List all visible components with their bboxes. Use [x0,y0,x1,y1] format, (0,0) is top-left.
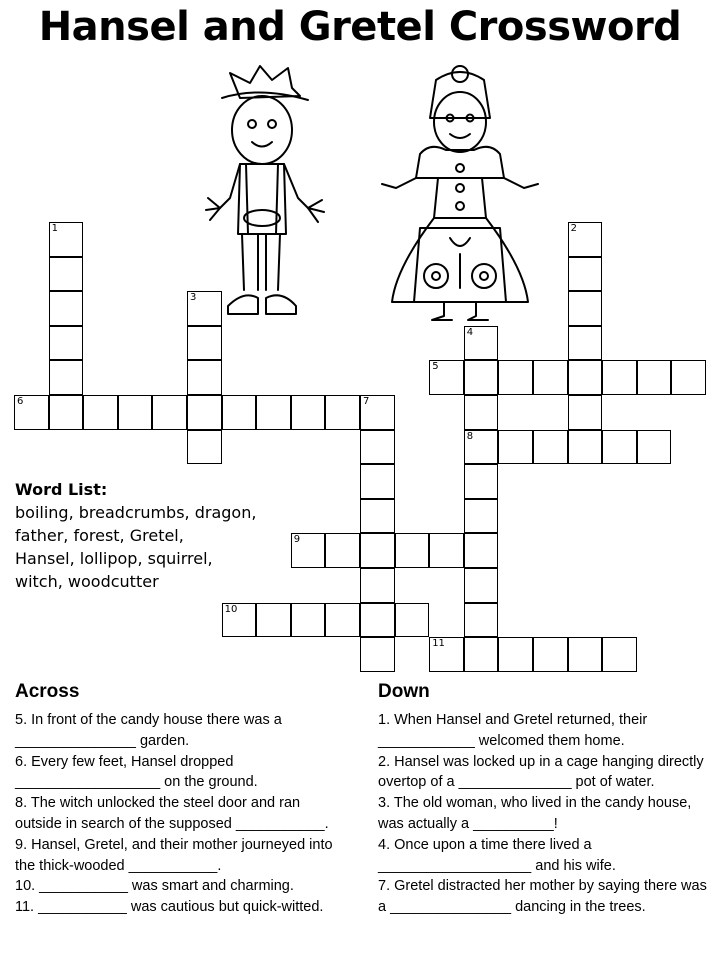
crossword-cell[interactable] [187,360,222,395]
crossword-cell[interactable] [49,360,84,395]
crossword-cell[interactable] [49,257,84,292]
hansel-figure [206,66,324,314]
crossword-cell[interactable] [291,603,326,638]
down-clue: 4. Once upon a time there lived a ___________________ and his wife. [378,836,616,874]
crossword-cell[interactable] [395,603,430,638]
word-list-label: Word List: [15,480,108,499]
clue-number: 8 [466,430,474,442]
across-clue: 5. In front of the candy house there was a _______________ garden. [15,712,282,749]
word-list-line: witch, woodcutter [15,572,159,591]
crossword-cell[interactable] [187,430,222,465]
crossword-cell[interactable] [291,395,326,430]
crossword-cell[interactable] [49,395,84,430]
down-clue: 1. When Hansel and Gretel returned, their ____________ welcomed them home. [378,712,648,749]
word-list-line: Hansel, lollipop, squirrel, [15,549,213,568]
crossword-cell[interactable] [118,395,153,430]
crossword-cell[interactable] [464,637,499,672]
crossword-cell[interactable] [533,430,568,465]
crossword-cell[interactable] [325,533,360,568]
crossword-cell[interactable] [360,464,395,499]
across-clues [15,680,350,918]
crossword-cell[interactable] [360,637,395,672]
crossword-cell[interactable] [498,360,533,395]
crossword-cell[interactable] [256,603,291,638]
page-title: Hansel and Gretel Crossword [38,4,682,50]
clue-number: 1 [51,223,58,234]
clue-number: 5 [432,361,439,373]
crossword-cell[interactable] [498,637,533,672]
crossword-cell[interactable] [602,430,637,465]
clue-number: 9 [293,534,301,546]
crossword-cell[interactable] [395,533,430,568]
crossword-cell[interactable] [49,291,84,326]
crossword-cell[interactable] [464,568,499,603]
crossword-cell[interactable] [256,395,291,430]
across-clue: 6. Every few feet, Hansel dropped __________________ on the ground. [15,753,258,791]
crossword-cell[interactable] [49,326,84,361]
down-clue: 3. The old woman, who lived in the candy house, was actually a __________! [378,795,692,832]
crossword-cell[interactable] [222,395,257,430]
crossword-cell[interactable] [360,568,395,603]
crossword-cell[interactable] [568,395,603,430]
crossword-cell[interactable] [325,395,360,430]
word-list [15,478,285,593]
crossword-cell[interactable] [49,222,84,257]
down-clue: 2. Hansel was locked up in a cage hanging directly overtop of a ______________ pot of water. [378,753,704,791]
crossword-cell[interactable] [360,533,395,568]
crossword-cell[interactable] [325,603,360,638]
crossword-cell[interactable] [429,360,464,395]
across-clue: 8. The witch unlocked the steel door and ran outside in search of the supposed ___________. [15,795,329,832]
crossword-cell[interactable] [464,430,499,465]
across-heading: Across [15,681,80,702]
crossword-cell[interactable] [568,326,603,361]
crossword-cell[interactable] [464,603,499,638]
crossword-cell[interactable] [464,326,499,361]
crossword-cell[interactable] [429,637,464,672]
clue-number: 6 [17,396,24,407]
crossword-cell[interactable] [360,603,395,638]
word-list-line: boiling, breadcrumbs, dragon, [15,503,257,522]
crossword-cell[interactable] [222,603,257,638]
clue-number: 4 [466,326,474,338]
crossword-cell[interactable] [291,533,326,568]
crossword-cell[interactable] [568,360,603,395]
crossword-cell[interactable] [429,533,464,568]
clue-number: 10 [224,603,238,615]
crossword-cell[interactable] [360,395,395,430]
crossword-cell[interactable] [360,430,395,465]
crossword-cell[interactable] [602,637,637,672]
crossword-cell[interactable] [568,637,603,672]
crossword-cell[interactable] [568,430,603,465]
crossword-cell[interactable] [464,360,499,395]
down-heading: Down [378,681,430,702]
down-clue: 7. Gretel distracted her mother by saying there was a _______________ dancing in the trees. [378,878,707,916]
across-clue: 10. ___________ was smart and charming. [15,878,294,895]
crossword-cell[interactable] [187,395,222,430]
crossword-cell[interactable] [533,637,568,672]
crossword-cell[interactable] [14,395,49,430]
crossword-cell[interactable] [533,360,568,395]
crossword-cell[interactable] [464,499,499,534]
crossword-cell[interactable] [568,222,603,257]
word-list-line: father, forest, Gretel, [15,526,184,545]
crossword-cell[interactable] [568,257,603,292]
crossword-cell[interactable] [464,464,499,499]
crossword-cell[interactable] [568,291,603,326]
down-clues [378,680,713,918]
clue-number: 11 [432,638,445,650]
crossword-cell[interactable] [152,395,187,430]
clue-number: 2 [570,223,577,234]
crossword-cell[interactable] [464,395,499,430]
crossword-cell[interactable] [464,533,499,568]
crossword-cell[interactable] [602,360,637,395]
crossword-cell[interactable] [187,326,222,361]
hansel-gretel-illustration [200,58,550,328]
gretel-figure [382,66,538,320]
crossword-cell[interactable] [671,360,706,395]
clue-number: 3 [190,292,197,304]
crossword-cell[interactable] [637,430,672,465]
across-clue: 9. Hansel, Gretel, and their mother journeyed into the thick-wooded ___________. [15,836,333,874]
clue-number: 7 [363,396,370,407]
crossword-cell[interactable] [637,360,672,395]
crossword-cell[interactable] [360,499,395,534]
across-clue: 11. ___________ was cautious but quick-witted. [15,899,324,916]
crossword-cell[interactable] [498,430,533,465]
crossword-cell[interactable] [83,395,118,430]
